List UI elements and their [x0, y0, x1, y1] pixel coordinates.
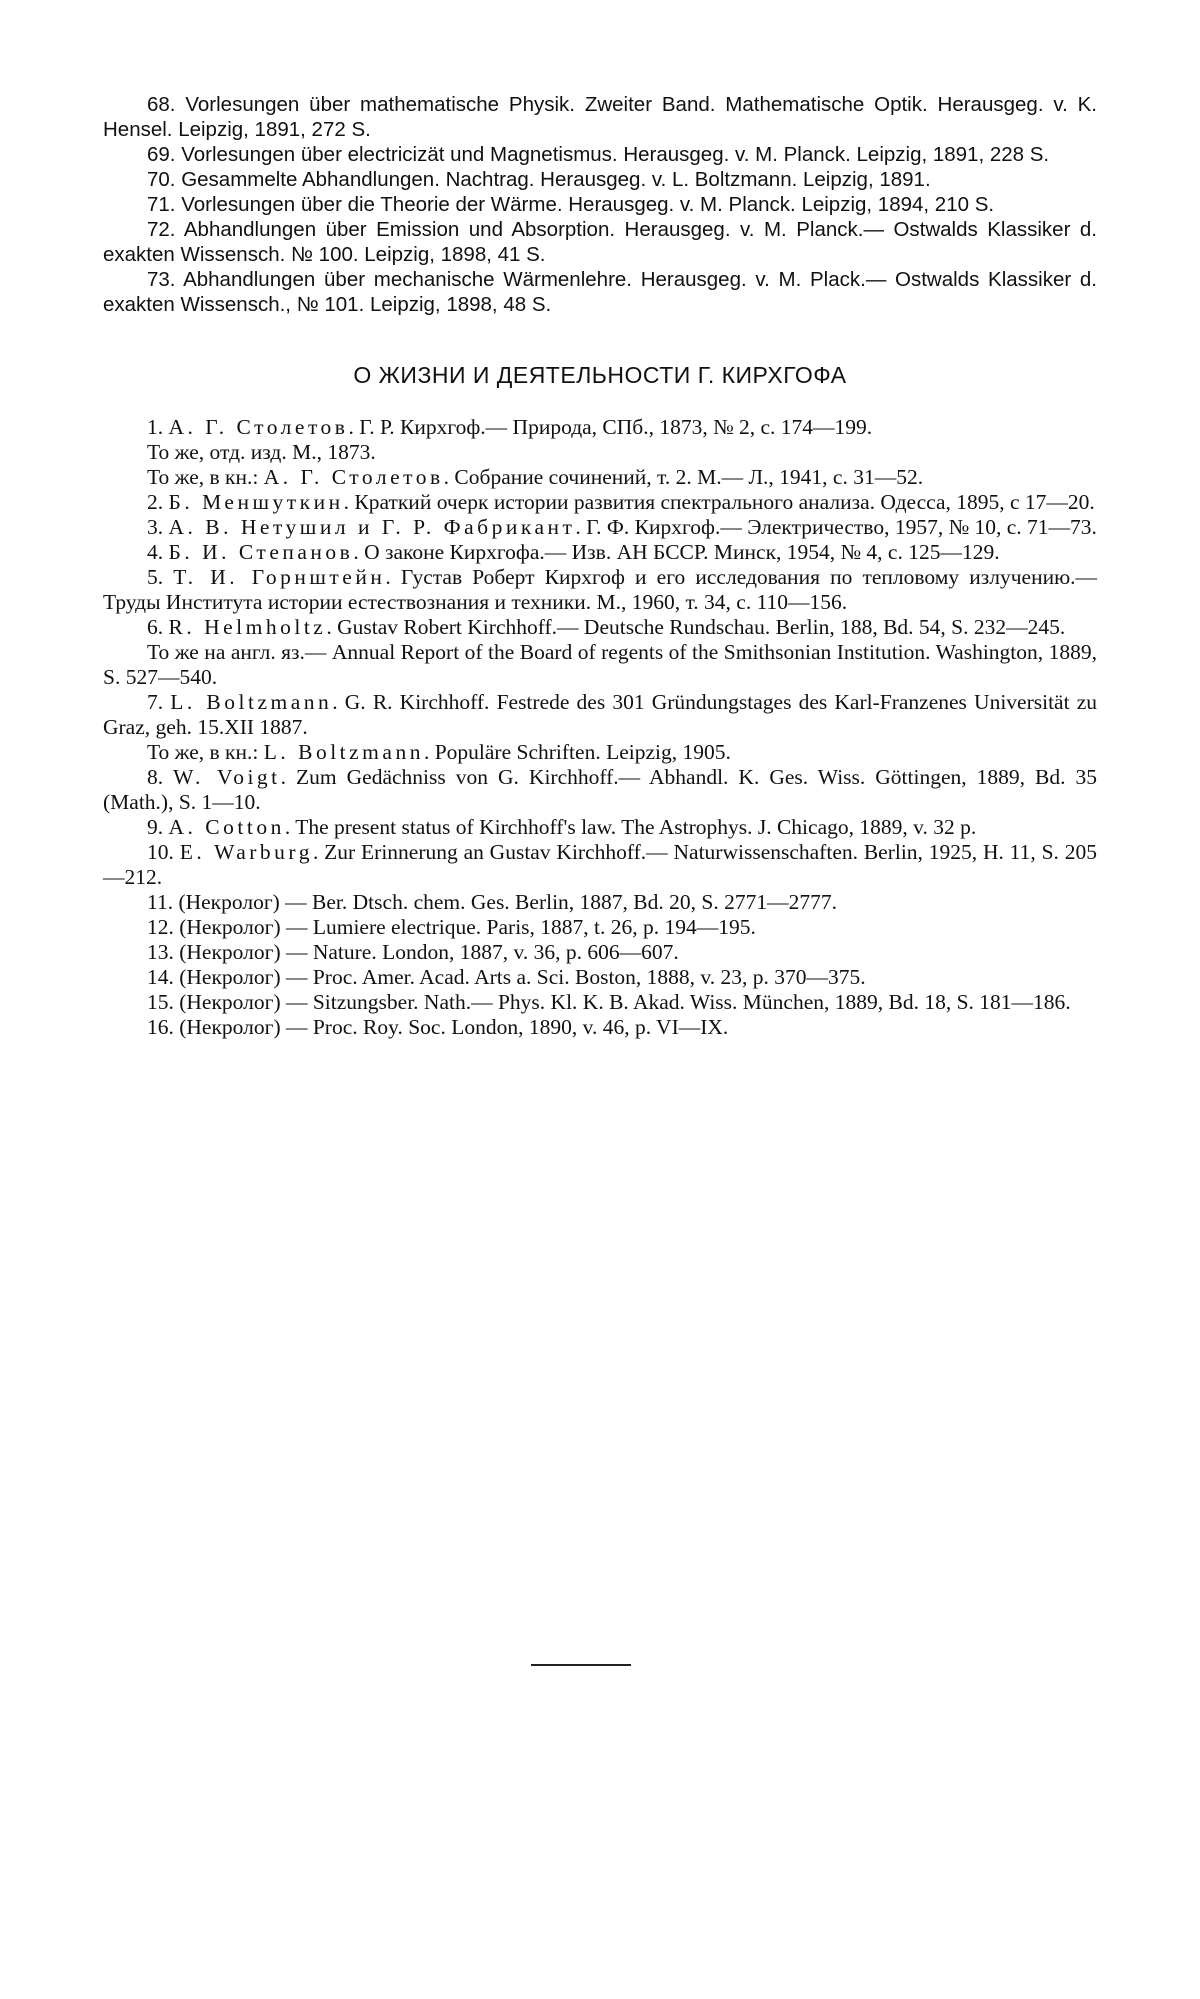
entry-text: . Краткий очерк истории развития спектрального анализа. Одесса, 1895, с 17—20.	[344, 490, 1095, 514]
bio-entry-1-separate-edition	[103, 440, 1097, 465]
entry-author: R. Helmholtz	[169, 615, 327, 639]
entry-prefix: 15. (Некролог) — Sitzungsber. Nath.— Phys. Kl. K. B. Akad. Wiss. München, 1889, Bd. 18, S. 181—186.	[147, 990, 1071, 1014]
entry-prefix: То же, в кн.:	[147, 465, 264, 489]
bio-entry-11	[103, 890, 1097, 915]
entry-author: E. Warburg	[180, 840, 313, 864]
bio-entry-2	[103, 490, 1097, 515]
entry-text: . Густав Роберт Кирхгоф и его исследования по тепловому излучению.— Труды Института истории естествознания и техники. М., 1960, т. 34, с. 110—156.	[103, 565, 1097, 614]
section-heading: О ЖИЗНИ И ДЕЯТЕЛЬНОСТИ Г. КИРХГОФА	[103, 362, 1097, 389]
bio-entry-13	[103, 940, 1097, 965]
entry-prefix: 5.	[147, 565, 173, 589]
entry-text: . Zur Erinnerung an Gustav Kirchhoff.— Naturwissenschaften. Berlin, 1925, H. 11, S. 205—212.	[103, 840, 1097, 889]
entry-author: Б. И. Степанов	[169, 540, 354, 564]
bibliography-page	[103, 92, 1097, 1040]
bio-entry-6-english	[103, 640, 1097, 690]
entry-prefix: 13. (Некролог) — Nature. London, 1887, v. 36, p. 606—607.	[147, 940, 679, 964]
entry-author: А. Г. Столетов	[264, 465, 444, 489]
bio-entry-7-popular	[103, 740, 1097, 765]
bio-entry-14	[103, 965, 1097, 990]
entry-prefix: То же, в кн.:	[147, 740, 264, 764]
entry-author: L. Boltzmann	[170, 690, 332, 714]
bio-entry-4	[103, 540, 1097, 565]
entry-text: . Populäre Schriften. Leipzig, 1905.	[424, 740, 731, 764]
bib-entry-72: 72. Abhandlungen über Emission und Absorption. Herausgeg. v. M. Planck.— Ostwalds Klassiker d. exakten Wissensch. № 100. Leipzig, 1898, 41 S.	[103, 217, 1097, 267]
entry-author: L. Boltzmann	[264, 740, 424, 764]
bio-entry-3	[103, 515, 1097, 540]
bio-entry-5	[103, 565, 1097, 615]
entry-text: . О законе Кирхгофа.— Изв. АН БССР. Минск, 1954, № 4, с. 125—129.	[353, 540, 999, 564]
entry-prefix: 7.	[147, 690, 170, 714]
bio-entry-8	[103, 765, 1097, 815]
bio-entry-10	[103, 840, 1097, 890]
entry-prefix: 6.	[147, 615, 169, 639]
bio-entry-9	[103, 815, 1097, 840]
entry-prefix: 1.	[147, 415, 169, 439]
bib-entry-69: 69. Vorlesungen über electricizät und Magnetismus. Herausgeg. v. M. Planck. Leipzig, 1891, 228 S.	[103, 142, 1097, 167]
entry-prefix: То же, отд. изд. М., 1873.	[147, 440, 376, 464]
entry-text: . The present status of Kirchhoff's law. The Astrophys. J. Chicago, 1889, v. 32 p.	[285, 815, 976, 839]
entry-author: А. Г. Столетов	[169, 415, 349, 439]
bib-entry-73: 73. Abhandlungen über mechanische Wärmenlehre. Herausgeg. v. M. Plack.— Ostwalds Klassiker d. exakten Wissensch., № 101. Leipzig, 1898, 48 S.	[103, 267, 1097, 317]
entry-prefix: 9.	[147, 815, 169, 839]
bio-entry-12	[103, 915, 1097, 940]
entry-prefix: 8.	[147, 765, 173, 789]
entry-text: . Gustav Robert Kirchhoff.— Deutsche Rundschau. Berlin, 188, Bd. 54, S. 232—245.	[326, 615, 1065, 639]
biography-list	[103, 415, 1097, 1040]
bio-entry-16	[103, 1015, 1097, 1040]
entry-prefix: 4.	[147, 540, 169, 564]
entry-text: . Г. Р. Кирхгоф.— Природа, СПб., 1873, № 2, с. 174—199.	[348, 415, 872, 439]
entry-prefix: 10.	[147, 840, 180, 864]
works-list	[103, 92, 1097, 317]
entry-prefix: 12. (Некролог) — Lumiere electrique. Paris, 1887, t. 26, p. 194—195.	[147, 915, 756, 939]
entry-prefix: 3.	[147, 515, 169, 539]
entry-text: . G. R. Kirchhoff. Festrede des 301 Gründungstages des Karl-Franzenes Universität zu Graz, geh. 15.XII 1887.	[103, 690, 1097, 739]
bib-entry-70: 70. Gesammelte Abhandlungen. Nachtrag. Herausgeg. v. L. Boltzmann. Leipzig, 1891.	[103, 167, 1097, 192]
entry-prefix: То же на англ. яз.— Annual Report of the Board of regents of the Smithsonian Institution. Washington, 1889, S. 527—540.	[103, 640, 1097, 689]
bio-entry-1-collected-works	[103, 465, 1097, 490]
entry-author: Т. И. Горнштейн	[173, 565, 385, 589]
bio-entry-15	[103, 990, 1097, 1015]
bib-entry-71: 71. Vorlesungen über die Theorie der Wärme. Herausgeg. v. M. Planck. Leipzig, 1894, 210 S.	[103, 192, 1097, 217]
entry-text: . Собрание сочинений, т. 2. М.— Л., 1941, с. 31—52.	[444, 465, 923, 489]
entry-author: А. В. Нетушил и Г. Р. Фабрикант	[169, 515, 576, 539]
entry-author: W. Voigt	[173, 765, 281, 789]
entry-author: A. Cotton	[169, 815, 285, 839]
bio-entry-1	[103, 415, 1097, 440]
entry-prefix: 14. (Некролог) — Proc. Amer. Acad. Arts a. Sci. Boston, 1888, v. 23, p. 370—375.	[147, 965, 866, 989]
entry-prefix: 2.	[147, 490, 169, 514]
end-divider	[531, 1664, 631, 1666]
bib-entry-68: 68. Vorlesungen über mathematische Physik. Zweiter Band. Mathematische Optik. Herausgeg. v. K. Hensel. Leipzig, 1891, 272 S.	[103, 92, 1097, 142]
entry-text: . Zum Gedächniss von G. Kirchhoff.— Abhandl. K. Ges. Wiss. Göttingen, 1889, Bd. 35 (Math.), S. 1—10.	[103, 765, 1097, 814]
entry-text: . Г. Ф. Кирхгоф.— Электричество, 1957, № 10, с. 71—73.	[575, 515, 1096, 539]
entry-author: Б. Меншуткин	[169, 490, 344, 514]
entry-prefix: 16. (Некролог) — Proc. Roy. Soc. London, 1890, v. 46, p. VI—IX.	[147, 1015, 728, 1039]
entry-prefix: 11. (Некролог) — Ber. Dtsch. chem. Ges. Berlin, 1887, Bd. 20, S. 2771—2777.	[147, 890, 837, 914]
bio-entry-6	[103, 615, 1097, 640]
bio-entry-7	[103, 690, 1097, 740]
